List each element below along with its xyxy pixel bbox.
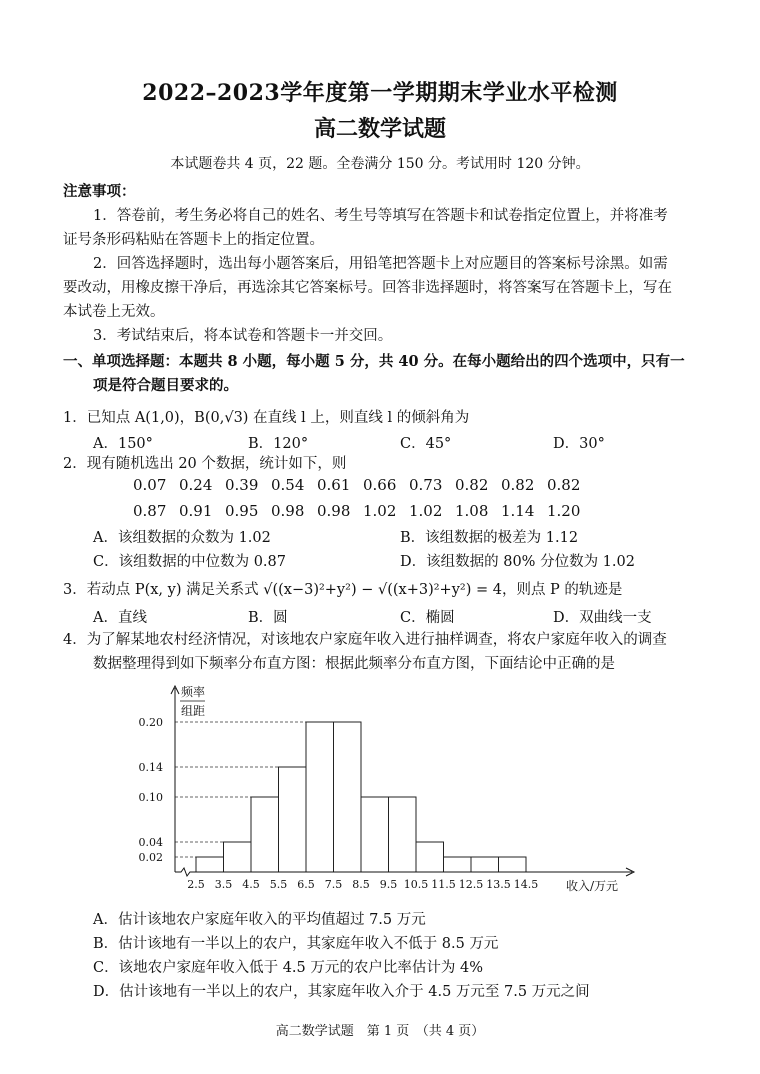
- q2-option-a: A．该组数据的众数为 1.02: [93, 530, 271, 546]
- q4-option-a: A．估计该地农户家庭年收入的平均值超过 7.5 万元: [93, 912, 426, 928]
- notice-heading: 注意事项：: [63, 183, 136, 200]
- histogram-bar: [361, 797, 389, 872]
- notice-item1-b: 证号条形码粘贴在答题卡上的指定位置。: [63, 232, 324, 248]
- q3-option-d: D．双曲线一支: [553, 610, 652, 626]
- q2-value: 1.02: [363, 502, 397, 520]
- histogram-bar: [306, 722, 334, 872]
- q4-option-c: C．该地农户家庭年收入低于 4.5 万元的农户比率估计为 4%: [93, 960, 483, 976]
- q3-option-b: B．圆: [248, 610, 288, 626]
- notice-item3: 3．考试结束后，将本试卷和答题卡一并交回。: [93, 328, 393, 344]
- q2-value: 0.66: [363, 476, 397, 494]
- q2-value: 1.14: [501, 502, 535, 520]
- q2-value: 0.82: [455, 476, 489, 494]
- section1-line2: 项是符合题目要求的。: [93, 377, 238, 394]
- histogram-bar: [499, 857, 527, 872]
- q2-option-d: D．该组数据的 80% 分位数为 1.02: [400, 554, 635, 570]
- y-tick-label: 0.10: [138, 791, 163, 804]
- q2-data-row2: [133, 502, 593, 520]
- q1-option-d: D．30°: [553, 436, 605, 452]
- x-tick-label: 12.5: [458, 878, 484, 891]
- exam-info: 本试题卷共 4 页，22 题。全卷满分 150 分。考试用时 120 分钟。: [170, 156, 590, 172]
- histogram-bar: [334, 722, 362, 872]
- q2-value: 0.07: [133, 476, 167, 494]
- q2-option-b: B．该组数据的极差为 1.12: [400, 530, 579, 546]
- x-tick-label: 2.5: [187, 878, 205, 891]
- page-footer: 高二数学试题 第 1 页 （共 4 页）: [275, 1024, 485, 1039]
- x-tick-label: 3.5: [214, 878, 233, 891]
- q2-value: 0.24: [179, 476, 213, 494]
- q1-stem: 1．已知点 A(1,0)，B(0,√3) 在直线 l 上，则直线 l 的倾斜角为: [63, 410, 470, 426]
- notice-item2-b: 要改动，用橡皮擦干净后，再选涂其它答案标号。回答非选择题时，将答案写在答题卡上，写在: [63, 280, 672, 296]
- q2-value: 0.82: [547, 476, 581, 494]
- q3-stem: 3．若动点 P(x, y) 满足关系式 √((x−3)²+y²) − √((x+3)²+y²) = 4，则点 P 的轨迹是: [63, 582, 623, 598]
- q2-stem: 2．现有随机选出 20 个数据，统计如下，则: [63, 456, 347, 472]
- histogram-bar: [251, 797, 279, 872]
- q2-value: 0.91: [179, 502, 213, 520]
- q2-value: 0.87: [133, 502, 167, 520]
- y-tick-label: 0.14: [138, 761, 163, 774]
- section1-line1: 一、单项选择题：本题共 8 小题，每小题 5 分，共 40 分。在每小题给出的四个选项中，只有一: [63, 353, 685, 370]
- x-tick-label: 5.5: [269, 878, 288, 891]
- x-axis-label: 收入/万元: [566, 879, 619, 893]
- q2-value: 0.61: [317, 476, 351, 494]
- q1-option-c: C．45°: [400, 436, 452, 452]
- q2-data-row1: [133, 476, 593, 494]
- q3-option-c: C．椭圆: [400, 610, 455, 626]
- histogram-bar: [196, 857, 224, 872]
- x-tick-label: 13.5: [486, 878, 511, 891]
- histogram-bar: [416, 842, 444, 872]
- y-axis-label-bottom: 组距: [181, 704, 206, 718]
- title-line2: 高二数学试题: [313, 116, 446, 142]
- q3-option-a: A．直线: [93, 610, 147, 626]
- histogram-bar: [444, 857, 472, 872]
- x-tick-label: 6.5: [297, 878, 315, 891]
- x-tick-label: 11.5: [431, 878, 456, 891]
- q1-option-a: A．150°: [93, 436, 153, 452]
- q2-value: 1.02: [409, 502, 443, 520]
- histogram-bar: [471, 857, 499, 872]
- y-tick-label: 0.02: [138, 851, 163, 864]
- histogram-bar: [389, 797, 417, 872]
- q2-option-c: C．该组数据的中位数为 0.87: [93, 554, 286, 570]
- q1-option-b: B．120°: [248, 436, 309, 452]
- q2-value: 0.54: [271, 476, 305, 494]
- q2-value: 0.95: [225, 502, 259, 520]
- x-tick-label: 4.5: [242, 878, 260, 891]
- q4-option-d: D．估计该地有一半以上的农户，其家庭年收入介于 4.5 万元至 7.5 万元之间: [93, 984, 590, 1000]
- x-tick-label: 8.5: [352, 878, 370, 891]
- q2-value: 0.98: [317, 502, 351, 520]
- q2-value: 0.98: [271, 502, 305, 520]
- y-axis-label-top: 频率: [181, 685, 206, 699]
- q4-stem-line2: 数据整理得到如下频率分布直方图：根据此频率分布直方图，下面结论中正确的是: [93, 656, 615, 672]
- q2-value: 1.08: [455, 502, 489, 520]
- histogram-bar: [224, 842, 252, 872]
- q2-value: 0.39: [225, 476, 259, 494]
- notice-item1-a: 1．答卷前，考生务必将自己的姓名、考生号等填写在答题卡和试卷指定位置上，并将准考: [93, 208, 668, 224]
- q4-option-b: B．估计该地有一半以上的农户，其家庭年收入不低于 8.5 万元: [93, 936, 499, 952]
- q2-value: 0.82: [501, 476, 535, 494]
- q2-value: 1.20: [547, 502, 581, 520]
- x-tick-label: 9.5: [379, 878, 398, 891]
- q2-value: 0.73: [409, 476, 443, 494]
- frequency-histogram: [0, 680, 760, 900]
- notice-item2-a: 2．回答选择题时，选出每小题答案后，用铅笔把答题卡上对应题目的答案标号涂黑。如需: [93, 256, 668, 272]
- title-line1: 2022–2023学年度第一学期期末学业水平检测: [142, 80, 618, 106]
- histogram-bar: [279, 767, 307, 872]
- x-tick-label: 14.5: [513, 878, 539, 891]
- x-tick-label: 10.5: [403, 878, 429, 891]
- y-tick-label: 0.20: [138, 716, 163, 729]
- notice-item2-c: 本试卷上无效。: [63, 304, 165, 320]
- q4-stem-line1: 4．为了解某地农村经济情况，对该地农户家庭年收入进行抽样调查，将农户家庭年收入的调查: [63, 632, 667, 648]
- y-tick-label: 0.04: [138, 836, 163, 849]
- x-tick-label: 7.5: [324, 878, 343, 891]
